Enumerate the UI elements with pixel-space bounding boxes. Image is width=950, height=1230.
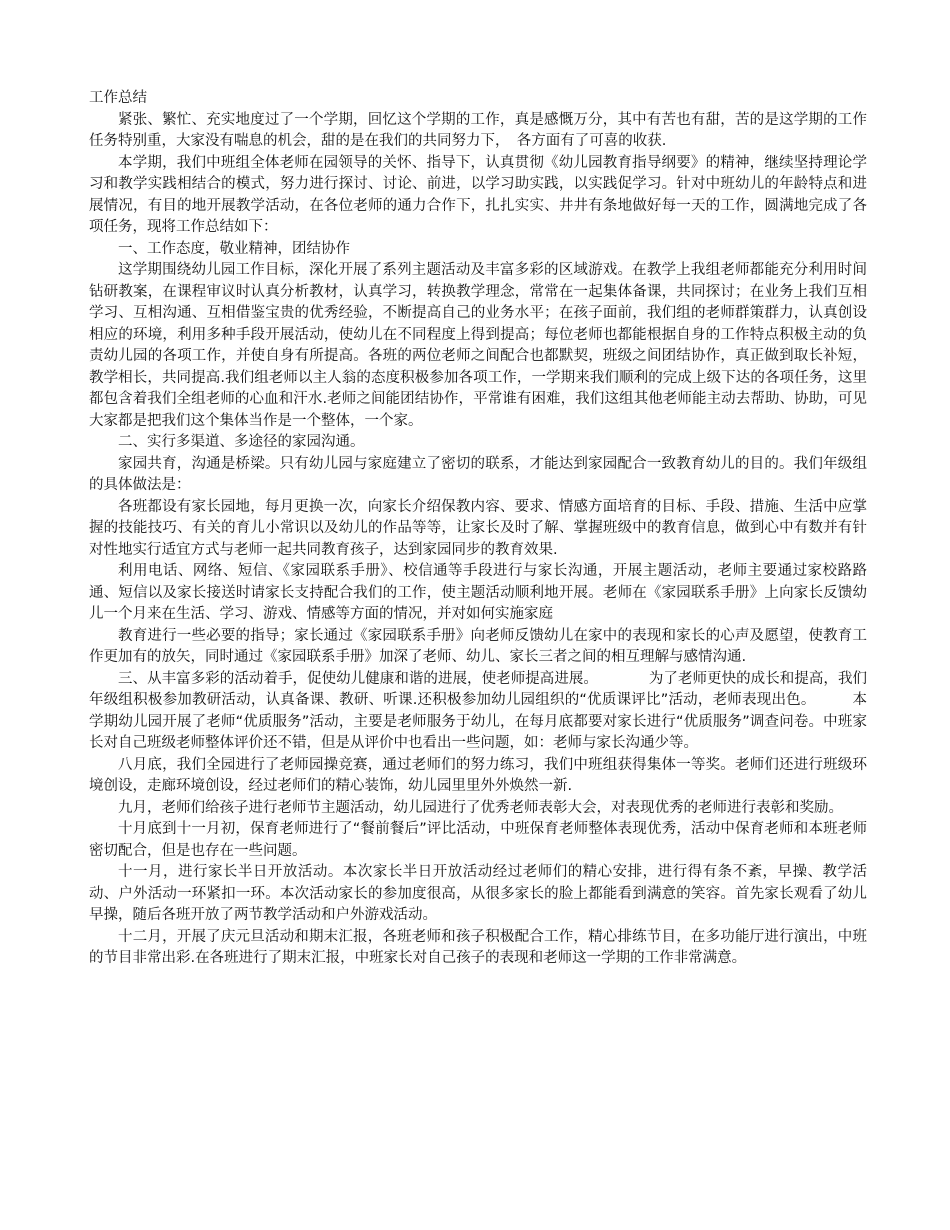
paragraph-october: 十月底到十一月初，保育老师进行了“餐前餐后”评比活动，中班保育老师整体表现优秀，活动中保育老师和本班老师密切配合，但是也存在一些问题。 (89, 821, 867, 859)
paragraph-communication: 利用电话、网络、短信、《家园联系手册》、校信通等手段进行与家长沟通，开展主题活动，老师主要通过家校路路通、短信以及家长接送时请家长支持配合我们的工作，使主题活动顺利地开展。老师在《家园联系手册》上向家长反馈幼儿一个月来在生活、学习、游戏、情感等方面的情况，并对如何实施家庭 (89, 563, 867, 622)
paragraph-august: 八月底，我们全园进行了老师园操竞赛，通过老师们的努力练习，我们中班组获得集体一等奖。老师们还进行班级环境创设，走廊环境创设，经过老师们的精心装饰，幼儿园里里外外焕然一新. (89, 756, 867, 794)
paragraph-intro: 紧张、繁忙、充实地度过了一个学期，回忆这个学期的工作，真是感慨万分，其中有苦也有甜，苦的是这学期的工作任务特别重，大家没有喘息的机会，甜的是在我们的共同努力下， 各方面有了可喜的收获. (89, 111, 867, 149)
section-heading-2: 二、实行多渠道、多途径的家园沟通。 (118, 434, 365, 450)
paragraph-september: 九月，老师们给孩子进行老师节主题活动，幼儿园进行了优秀老师表彰大会，对表现优秀的老师进行表彰和奖励。 (118, 799, 843, 816)
paragraph-parent-corner: 各班都设有家长园地，每月更换一次，向家长介绍保教内容、要求、情感方面培育的目标、手段、措施、生活中应掌握的技能技巧、有关的育儿小常识以及幼儿的作品等等，让家长及时了解、掌握班级中的教育信息，做到心中有数并有针对性地实行适宜方式与老师一起共同教育孩子，达到家园同步的教育效果. (89, 498, 867, 558)
section-heading-1: 一、工作态度，敬业精神，团结协作 (118, 240, 350, 257)
document-body (89, 88, 867, 970)
paragraph-section-1: 这学期围绕幼儿园工作目标，深化开展了系列主题活动及丰富多彩的区域游戏。在教学上我组老师都能充分利用时间钻研教案，在课程审议时认真分析教材，认真学习，转换教学理念，常常在一起集体备课，共同探讨；在业务上我们互相学习、互相沟通、互相借鉴宝贵的优秀经验，不断提高自己的业务水平；在孩子面前，我们组的老师群策群力，认真创设相应的环境，利用多种手段开展活动，使幼儿在不同程度上得到提高；每位老师也都能根据自身的工作特点积极主动的负责幼儿园的各项工作，并使自身有所提高。各班的两位老师之间配合也都默契，班级之间团结协作，真正做到取长补短，教学相长，共同提高.我们组老师以主人翁的态度积极参加各项工作，一学期来我们顺利的完成上级下达的各项任务，这里都包含着我们全组老师的心血和汗水.老师之间能团结协作，平常谁有困难，我们这组其他老师能主动去帮助、协助，可见大家都是把我们这个集体当作是一个整体，一个家。 (89, 262, 867, 429)
paragraph-december: 十二月，开展了庆元旦活动和期末汇报，各班老师和孩子积极配合工作，精心排练节目，在多功能厅进行演出，中班的节目非常出彩.在各班进行了期末汇报，中班家长对自己孩子的表现和老师这一学期的工作非常满意。 (89, 928, 867, 966)
document-title: 工作总结 (89, 90, 147, 106)
paragraph-overview: 本学期，我们中班组全体老师在园领导的关怀、指导下，认真贯彻《幼儿园教育指导纲要》的精神，继续坚持理论学习和教学实践相结合的模式，努力进行探讨、讨论、前进，以学习助实践，以实践促学习。针对中班幼儿的年龄特点和进展情况，有目的地开展教学活动，在各位老师的通力合作下，扎扎实实、井井有条地做好每一天的工作，圆满地完成了各项任务，现将工作总结如下： (89, 154, 867, 235)
paragraph-home-school: 家园共育，沟通是桥梁。只有幼儿园与家庭建立了密切的联系，才能达到家园配合一致教育幼儿的目的。我们年级组的具体做法是： (89, 455, 867, 493)
paragraph-november: 十一月，进行家长半日开放活动。本次家长半日开放活动经过老师们的精心安排，进行得有条不紊，早操、教学活动、户外活动一环紧扣一环。本次活动家长的参加度很高，从很多家长的脸上都能看到满意的笑容。首先家长观看了幼儿早操，随后各班开放了两节教学活动和户外游戏活动。 (89, 864, 867, 923)
paragraph-guidance: 教育进行一些必要的指导；家长通过《家园联系手册》向老师反馈幼儿在家中的表现和家长的心声及愿望，使教育工作更加有的放矢，同时通过《家园联系手册》加深了老师、幼儿、家长三者之间的相互理解与感情沟通. (89, 627, 867, 665)
section-paragraph-3: 三、从丰富多彩的活动着手，促使幼儿健康和谐的进展，使老师提高进展。 为了老师更快的成长和提高，我们年级组积极参加教研活动，认真备课、教研、听课.还积极参加幼儿园组织的“优质课评比”活动，老师表现出色。 本学期幼儿园开展了老师“优质服务”活动，主要是老师服务于幼儿，在每月底都要对家长进行“优质服务”调查问卷。中班家长对自己班级老师整体评价还不错，但是从评价中也看出一些问题，如：老师与家长沟通少等。 (89, 670, 867, 751)
